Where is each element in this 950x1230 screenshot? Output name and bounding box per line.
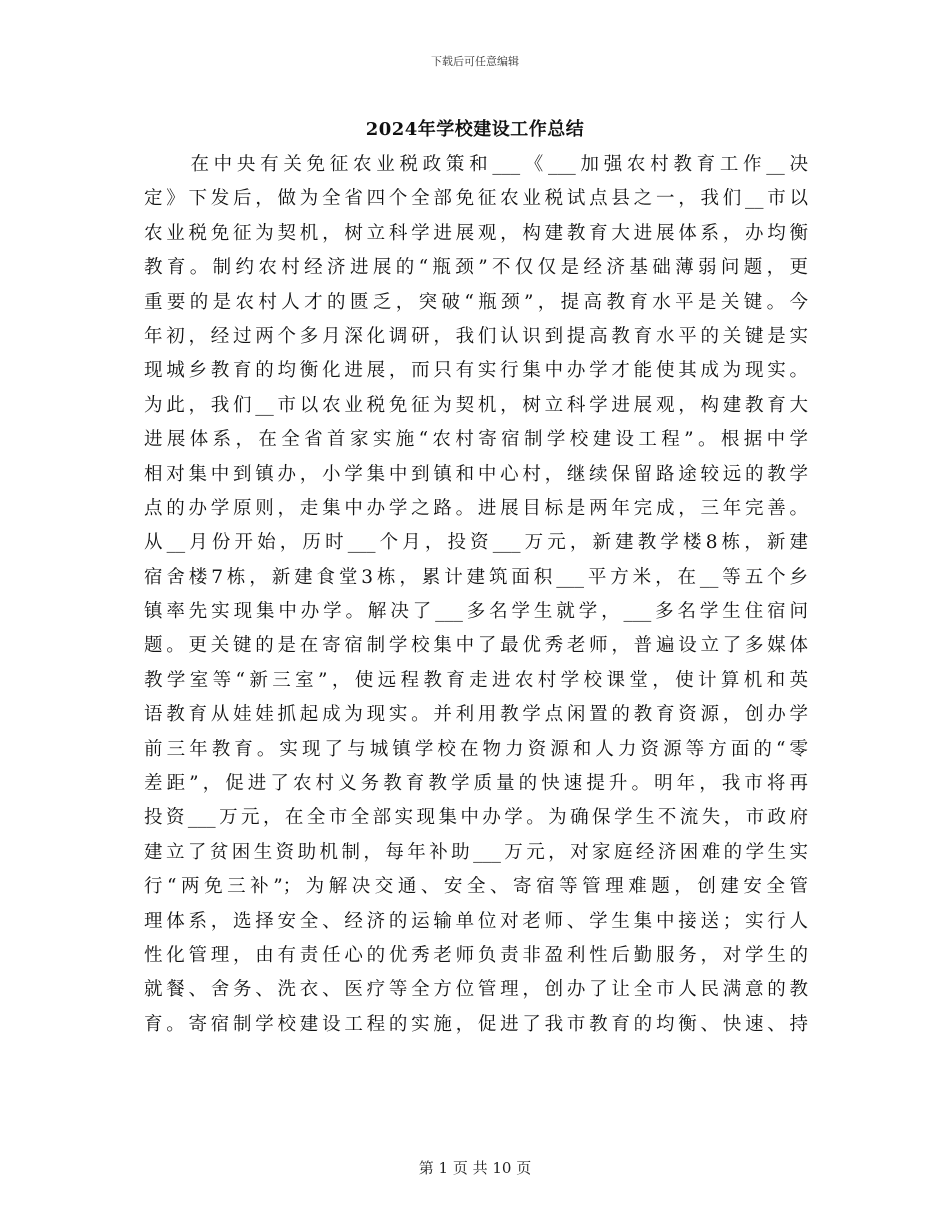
paragraph-line: 镇率先实现集中办学。解决了___多名学生就学，___多名学生住宿问 (144, 601, 808, 623)
paragraph-line: 宿舍楼7栋，新建食堂3栋，累计建筑面积___平方米，在__等五个乡 (144, 566, 808, 588)
paragraph-line: 在中央有关免征农业税政策和___《___加强农村教育工作__决 (144, 154, 808, 175)
paragraph-line: 性化管理，由有责任心的优秀老师负责非盈利性后勤服务，对学生的 (144, 944, 808, 966)
paragraph-line: 年初，经过两个多月深化调研，我们认识到提高教育水平的关键是实 (144, 325, 808, 347)
paragraph-line: 就餐、舍务、洗衣、医疗等全方位管理，创办了让全市人民满意的教 (144, 979, 808, 1001)
paragraph-line: 投资___万元，在全市全部实现集中办学。为确保学生不流失，市政府 (144, 807, 808, 829)
paragraph-line: 语教育从娃娃抓起成为现实。并利用教学点闲置的教育资源，创办学 (144, 704, 808, 726)
paragraph-line: 建立了贫困生资助机制，每年补助___万元，对家庭经济困难的学生实 (144, 841, 808, 863)
paragraph-line: 育。寄宿制学校建设工程的实施，促进了我市教育的均衡、快速、持 (144, 1013, 808, 1035)
paragraph-line: 定》下发后，做为全省四个全部免征农业税试点县之一，我们__市以 (144, 188, 808, 210)
paragraph-line: 行“两免三补”；为解决交通、安全、寄宿等管理难题，创建安全管 (144, 876, 808, 898)
paragraph-line: 点的办学原则，走集中办学之路。进展目标是两年完成，三年完善。 (144, 497, 808, 519)
paragraph-line: 题。更关键的是在寄宿制学校集中了最优秀老师，普遍设立了多媒体 (144, 635, 808, 657)
paragraph-line: 进展体系，在全省首家实施“农村寄宿制学校建设工程”。根据中学 (144, 429, 808, 451)
paragraph-line: 现城乡教育的均衡化进展，而只有实行集中办学才能使其成为现实。 (144, 360, 808, 382)
paragraph-line: 从__月份开始，历时___个月，投资___万元，新建教学楼8栋，新建 (144, 532, 808, 554)
document-title: 2024年学校建设工作总结 (365, 119, 585, 140)
paragraph-line: 重要的是农村人才的匮乏，突破“瓶颈”，提高教育水平是关键。今 (144, 291, 808, 313)
paragraph-line: 前三年教育。实现了与城镇学校在物力资源和人力资源等方面的“零 (144, 738, 808, 760)
paragraph-line: 差距”，促进了农村义务教育教学质量的快速提升。明年，我市将再 (144, 773, 808, 795)
paragraph-line: 教学室等“新三室”，使远程教育走进农村学校课堂，使计算机和英 (144, 669, 808, 691)
paragraph-line: 相对集中到镇办，小学集中到镇和中心村，继续保留路途较远的教学 (144, 463, 808, 485)
page-footer: 第 1 页 共 10 页 (418, 1159, 532, 1177)
paragraph-line: 理体系，选择安全、经济的运输单位对老师、学生集中接送；实行人 (144, 910, 808, 932)
paragraph-line: 教育。制约农村经济进展的“瓶颈”不仅仅是经济基础薄弱问题，更 (144, 257, 808, 279)
paragraph-line: 农业税免征为契机，树立科学进展观，构建教育大进展体系，办均衡 (144, 222, 808, 244)
page-header: 下载后可任意编辑 (431, 55, 519, 68)
document-body (144, 148, 808, 1042)
paragraph-line: 为此，我们__市以农业税免征为契机，树立科学进展观，构建教育大 (144, 394, 808, 416)
